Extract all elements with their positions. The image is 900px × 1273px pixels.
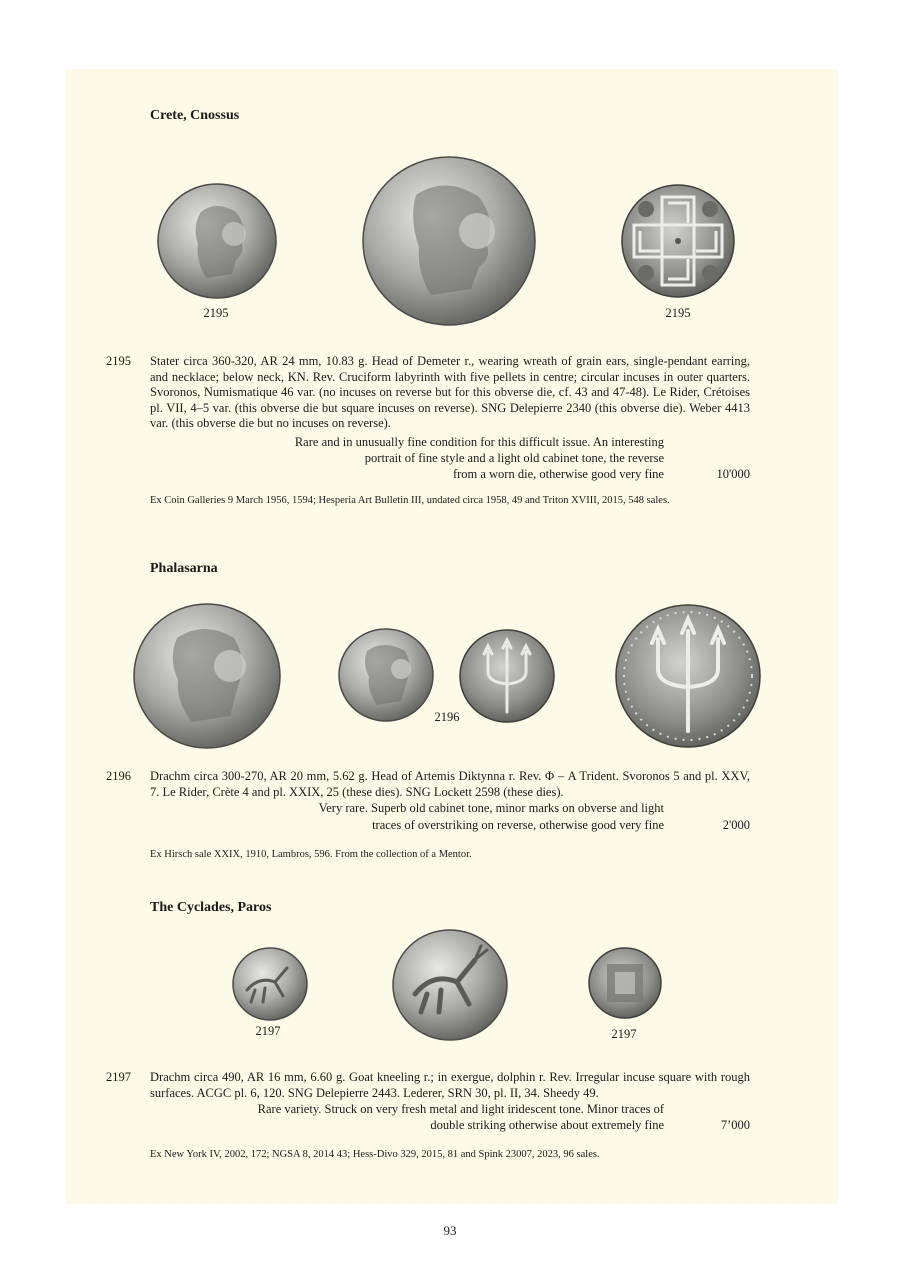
lot-description-2195: Stater circa 360-320, AR 24 mm, 10.83 g. Head of Demeter r., wearing wreath of grain ears, single-pendant earring, and necklace; below neck, KN. Rev. Cruciform labyrinth with five pellets in centre; circular incuses in outer quarters. Svoronos, Numismatique 46 var. (no incuses on reverse but for this obverse die, cf. 43 and 47-48). Le Rider, Crétoises pl. VII, 4–5 var. (this obverse die but square incuses on reverse). SNG Delepierre 2340 (this obverse die). Weber 4413 var. (this obverse die but no incuses on reverse).: [150, 354, 750, 430]
lot-description-2196: Drachm circa 300-270, AR 20 mm, 5.62 g. Head of Artemis Diktynna r. Rev. Φ – A Trident. Svoronos 5 and pl. XXV, 7. Le Rider, Crète 4 and pl. XXIX, 25 (these dies). SNG Lockett 2598 (these dies).: [150, 769, 750, 799]
figure-label-2195-b: 2195: [665, 306, 691, 320]
lot-provenance-2195: Ex Coin Galleries 9 March 1956, 1594; Hesperia Art Bulletin III, undated circa 1958, 49 and Triton XVIII, 2015, 548 sales.: [150, 495, 670, 506]
lot-condition-2197-line-2: double striking otherwise about extremely fine: [430, 1118, 664, 1132]
lot-number-2195: 2195: [106, 354, 131, 368]
section-heading-phalasarna: Phalasarna: [150, 561, 218, 576]
section-heading-cnossus: Crete, Cnossus: [150, 108, 240, 123]
lot-condition-2195-line-2: portrait of fine style and a light old cabinet tone, the reverse: [364, 451, 664, 465]
lot-number-2197: 2197: [106, 1070, 131, 1084]
figure-label-2197-b: 2197: [611, 1027, 637, 1041]
lot-condition-2195-line-3: from a worn die, otherwise good very fine: [452, 467, 664, 481]
lot-condition-2196-line-2: traces of overstriking on reverse, otherwise good very fine: [372, 818, 664, 832]
lot-price-2197: 7’000: [720, 1118, 750, 1132]
page-number: 93: [443, 1223, 457, 1238]
lot-provenance-2196: Ex Hirsch sale XXIX, 1910, Lambros, 596. From the collection of a Mentor.: [150, 849, 472, 860]
lot-condition-2196-line-1: Very rare. Superb old cabinet tone, minor marks on obverse and light: [318, 801, 664, 815]
coin-2197-reverse-incuse: [587, 946, 663, 1020]
coin-2196-reverse-trident-large: [614, 603, 762, 749]
coin-2196-obverse-large: [132, 602, 282, 750]
lot-description-2197: Drachm circa 490, AR 16 mm, 6.60 g. Goat kneeling r.; in exergue, dolphin r. Rev. Irregular incuse square with rough surfaces. ACGC pl. 6, 120. SNG Delepierre 2443. Lederer, SRN 30, pl. II, 34. Sheedy 49.: [150, 1070, 750, 1100]
figure-label-2197-a: 2197: [255, 1024, 281, 1038]
lot-price-2195: 10'000: [716, 467, 750, 481]
coin-2196-obverse-small: [337, 627, 435, 723]
coin-2195-reverse-labyrinth: [620, 183, 736, 299]
coin-2195-obverse-large: [361, 155, 537, 327]
coin-2197-obverse-small: [231, 946, 309, 1022]
lot-price-2196: 2'000: [722, 818, 750, 832]
coin-2195-obverse-small: [156, 182, 278, 300]
lot-provenance-2197: Ex New York IV, 2002, 172; NGSA 8, 2014 43; Hess-Divo 329, 2015, 81 and Spink 23007, 2023, 96 sales.: [150, 1149, 600, 1160]
figure-label-2196: 2196: [434, 710, 460, 724]
lot-condition-2195-line-1: Rare and in unusually fine condition for this difficult issue. An interesting: [294, 435, 664, 449]
coin-2197-obverse-large: [391, 928, 509, 1042]
lot-number-2196: 2196: [106, 769, 131, 783]
section-heading-paros: The Cyclades, Paros: [150, 900, 272, 915]
figure-label-2195-a: 2195: [203, 306, 229, 320]
lot-condition-2197-line-1: Rare variety. Struck on very fresh metal and light iridescent tone. Minor traces of: [257, 1102, 664, 1116]
